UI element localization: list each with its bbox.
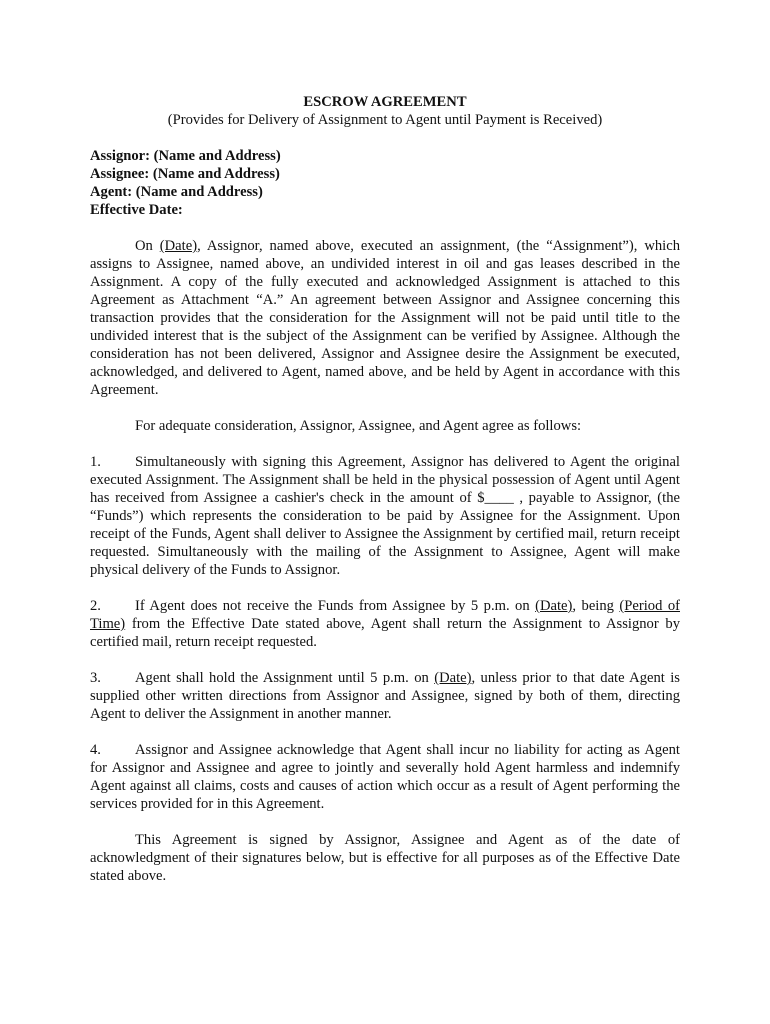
document-title: ESCROW AGREEMENT [303, 94, 467, 110]
agreement-statement: For adequate consideration, Assignor, Assignee, and Agent agree as follows: [135, 418, 582, 434]
intro-text-1: On [135, 238, 160, 254]
assignor-line: Assignor: (Name and Address) [90, 148, 281, 164]
clause-text: Simultaneously with signing this Agreement, Assignor has delivered to Agent the original executed Assignment. The Assignment shall be held in the physical possession of Agent until Agent has received from Assignee a cashier's check in the amount of $____ , payable to Assignor, (the “Funds”) which represents the consideration to be paid by Assignee for the Assignment. Upon receipt of the Funds, Agent shall deliver to Assignee the Assignment by certified mail, return receipt requested. Simultaneously with the mailing of the Assignment to Assignee, Agent will make physical delivery of the Funds to Assignor. [90, 454, 680, 578]
clause-date-blank: (Date) [434, 670, 472, 686]
clause-text: Assignor and Assignee acknowledge that Agent shall incur no liability for acting as Agent for Assignor and Assignee and agree to jointly and severally hold Agent harmless and indemnify Agent against all claims, costs and causes of action which occur as a result of Agent performing the services provided for in this Agreement. [90, 742, 680, 812]
clause-text: from the Effective Date stated above, Agent shall return the Assignment to Assignor by certified mail, return receipt requested. [90, 616, 680, 650]
clause-number: 2. [90, 598, 101, 614]
agent-line: Agent: (Name and Address) [90, 184, 263, 200]
effective-date-line: Effective Date: [90, 202, 183, 218]
clause-number: 4. [90, 742, 101, 758]
clause-3 [90, 669, 680, 723]
document-subtitle: (Provides for Delivery of Assignment to Agent until Payment is Received) [167, 112, 603, 128]
intro-paragraph [90, 237, 680, 399]
clause-text: Agent shall hold the Assignment until 5 p.m. on [135, 670, 435, 686]
clause-4 [90, 741, 680, 813]
intro-date-blank: (Date) [159, 238, 198, 254]
closing-paragraph: This Agreement is signed by Assignor, Assignee and Agent as of the date of acknowledgment of their signatures below, but is effective for all purposes as of the Effective Date stated above. [90, 832, 680, 884]
intro-text-2: , Assignor, named above, executed an assignment, (the “Assignment”), which assigns to Assignee, named above, an undivided interest in oil and gas leases described in the Assignment. A copy of the fully executed and acknowledged Assignment is attached to this Agreement as Attachment “A.” An agreement between Assignor and Assignee concerning this transaction provides that the consideration for the Assignment will not be paid until title to the undivided interest that is the subject of the Assignment can be verified by Assignee. Although the consideration has not been delivered, Assignor and Assignee desire the Assignment be executed, acknowledged, and delivered to Agent, named above, and be held by Agent in accordance with this Agreement. [90, 238, 680, 398]
clause-period-blank: (Period of Time) [90, 598, 680, 632]
assignee-line: Assignee: (Name and Address) [90, 166, 280, 182]
clause-text: , unless prior to that date Agent is supplied other written directions from Assignor and Assignee, signed by both of them, directing Agent to deliver the Assignment in another manner. [90, 670, 680, 722]
parties-block [90, 147, 680, 219]
clause-number: 3. [90, 670, 101, 686]
clause-number: 1. [90, 454, 101, 470]
clause-date-blank: (Date) [535, 598, 573, 614]
clause-text: If Agent does not receive the Funds from Assignee by 5 p.m. on [135, 598, 536, 614]
clause-2 [90, 597, 680, 651]
clause-text: , being [572, 598, 620, 614]
clause-1 [90, 453, 680, 579]
